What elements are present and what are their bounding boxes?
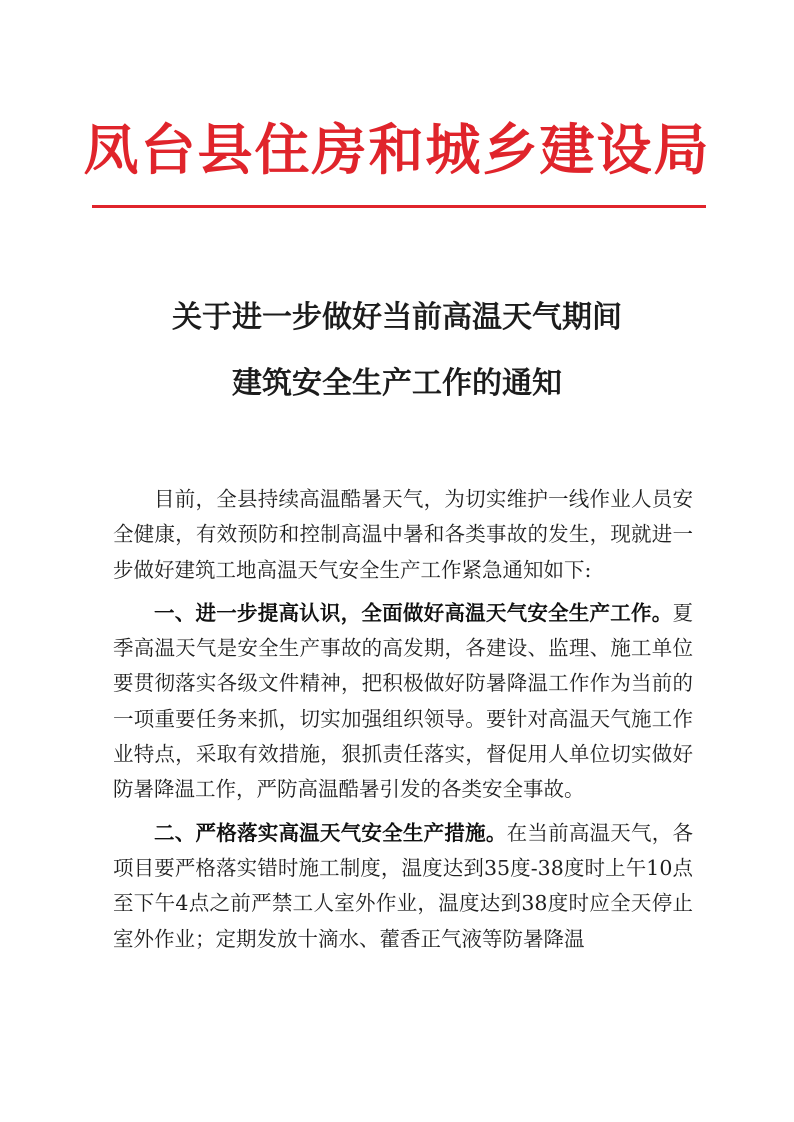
section-2-heading: 二、严格落实高温天气安全生产措施。 <box>154 820 507 845</box>
section-2-paragraph <box>113 816 693 957</box>
document-body <box>113 482 693 957</box>
section-1-heading: 一、进一步提高认识，全面做好高温天气安全生产工作。 <box>154 600 673 625</box>
document-title-line-2: 建筑安全生产工作的通知 <box>232 366 562 401</box>
document-header-org-name <box>83 106 710 185</box>
org-name-text: 凤台县住房和城乡建设局 <box>83 117 711 182</box>
section-1-text: 夏季高温天气是安全生产事故的高发期，各建设、监理、施工单位要贯彻落实各级文件精神，把积极做好防暑降温工作作为当前的一项重要任务来抓，切实加强组织领导。要针对高温天气施工作业特点，采取有效措施，狠抓责任落实，督促用人单位切实做好防暑降温工作，严防高温酷暑引发的各类安全事故。 <box>113 600 693 802</box>
section-1-paragraph <box>113 596 693 808</box>
header-red-rule <box>92 205 706 208</box>
intro-paragraph: 目前，全县持续高温酷暑天气，为切实维护一线作业人员安全健康，有效预防和控制高温中暑和各类事故的发生，现就进一步做好建筑工地高温天气安全生产工作紧急通知如下: <box>113 487 693 582</box>
section-2-text: 在当前高温天气，各项目要严格落实错时施工制度，温度达到35度-38度时上午10点至下午4点之前严禁工人室外作业，温度达到38度时应全天停止室外作业；定期发放十滴水、藿香正气液等防暑降温 <box>113 820 694 951</box>
document-title-line-1: 关于进一步做好当前高温天气期间 <box>172 300 622 335</box>
